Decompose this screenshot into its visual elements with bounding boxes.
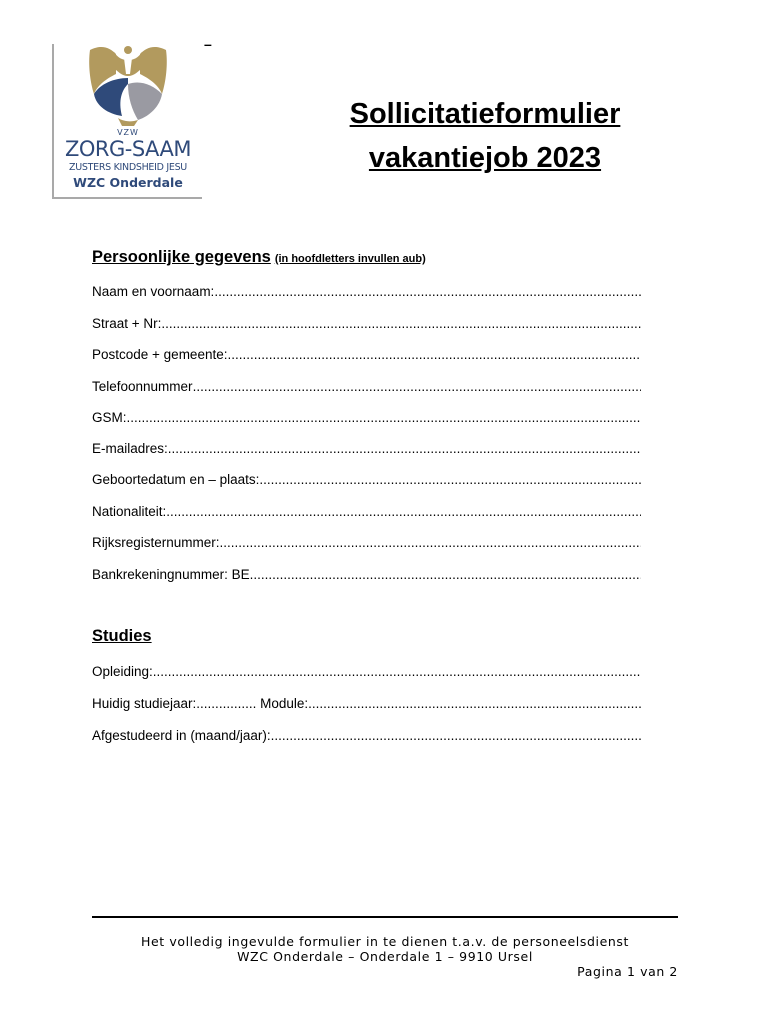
- page-number: Pagina 1 van 2: [577, 964, 678, 979]
- fill-line: [161, 316, 641, 331]
- studies-section-heading: Studies: [92, 627, 152, 645]
- fill-line: [220, 535, 641, 550]
- field-birth[interactable]: [92, 472, 641, 487]
- field-label: Huidig studiejaar:................ Module:: [92, 696, 309, 711]
- title-line-2: vakantiejob 2023: [368, 142, 602, 174]
- logo-vzw-text: VZW: [117, 128, 139, 137]
- field-label: Rijksregisternummer:: [92, 535, 220, 550]
- field-nationality[interactable]: [92, 504, 641, 519]
- fill-line: [193, 379, 641, 394]
- page-title: [320, 92, 650, 180]
- fill-line: [271, 728, 641, 743]
- field-name[interactable]: [92, 284, 641, 299]
- field-label: Postcode + gemeente:: [92, 347, 228, 362]
- field-label: E-mailadres:: [92, 441, 168, 456]
- fill-line: [308, 696, 641, 711]
- field-street[interactable]: [92, 316, 641, 331]
- organization-logo: [52, 44, 202, 199]
- logo-name-text: ZORG-SAAM: [64, 137, 191, 161]
- personal-heading-note: (in hoofdletters invullen aub): [274, 253, 426, 265]
- fill-line: [214, 284, 641, 299]
- field-graduated[interactable]: [92, 728, 641, 743]
- field-gsm[interactable]: [92, 410, 641, 425]
- fill-line: [250, 567, 641, 582]
- field-label: Opleiding:: [92, 664, 153, 679]
- field-label: GSM:: [92, 410, 127, 425]
- fill-line: [259, 472, 641, 487]
- footer-divider: [92, 916, 678, 918]
- field-label: Bankrekeningnummer: BE: [92, 567, 250, 582]
- field-label: Afgestudeerd in (maand/jaar):: [92, 728, 271, 743]
- fill-line: [168, 441, 641, 456]
- personal-heading-text: Persoonlijke gegevens: [92, 248, 271, 266]
- field-study-year-module[interactable]: [92, 696, 641, 711]
- fill-line: [153, 664, 641, 679]
- logo-emblem-icon: [88, 44, 168, 126]
- field-label: Geboortedatum en – plaats:: [92, 472, 260, 487]
- field-label: Naam en voornaam:: [92, 284, 215, 299]
- field-education[interactable]: [92, 664, 641, 679]
- footer-instruction: Het volledig ingevulde formulier in te dienen t.a.v. de personeelsdienst: [140, 934, 630, 949]
- fill-line: [227, 347, 641, 362]
- field-postcode[interactable]: [92, 347, 641, 362]
- fill-line: [166, 504, 641, 519]
- field-email[interactable]: [92, 441, 641, 456]
- logo-subtitle-text: ZUSTERS KINDSHEID JESU: [69, 162, 187, 173]
- fill-line: [127, 410, 641, 425]
- field-label: Nationaliteit:: [92, 504, 167, 519]
- title-line-1: Sollicitatieformulier: [349, 98, 621, 130]
- field-national-register[interactable]: [92, 535, 641, 550]
- logo-location-text: WZC Onderdale: [73, 175, 183, 190]
- field-bank-account[interactable]: [92, 567, 641, 582]
- footer-address: WZC Onderdale – Onderdale 1 – 9910 Ursel: [237, 949, 533, 964]
- field-phone[interactable]: [92, 379, 641, 394]
- personal-section-heading: [92, 248, 426, 267]
- field-label: Straat + Nr:: [92, 316, 162, 331]
- field-label: Telefoonnummer: [92, 379, 193, 394]
- header-mark: –: [204, 36, 212, 52]
